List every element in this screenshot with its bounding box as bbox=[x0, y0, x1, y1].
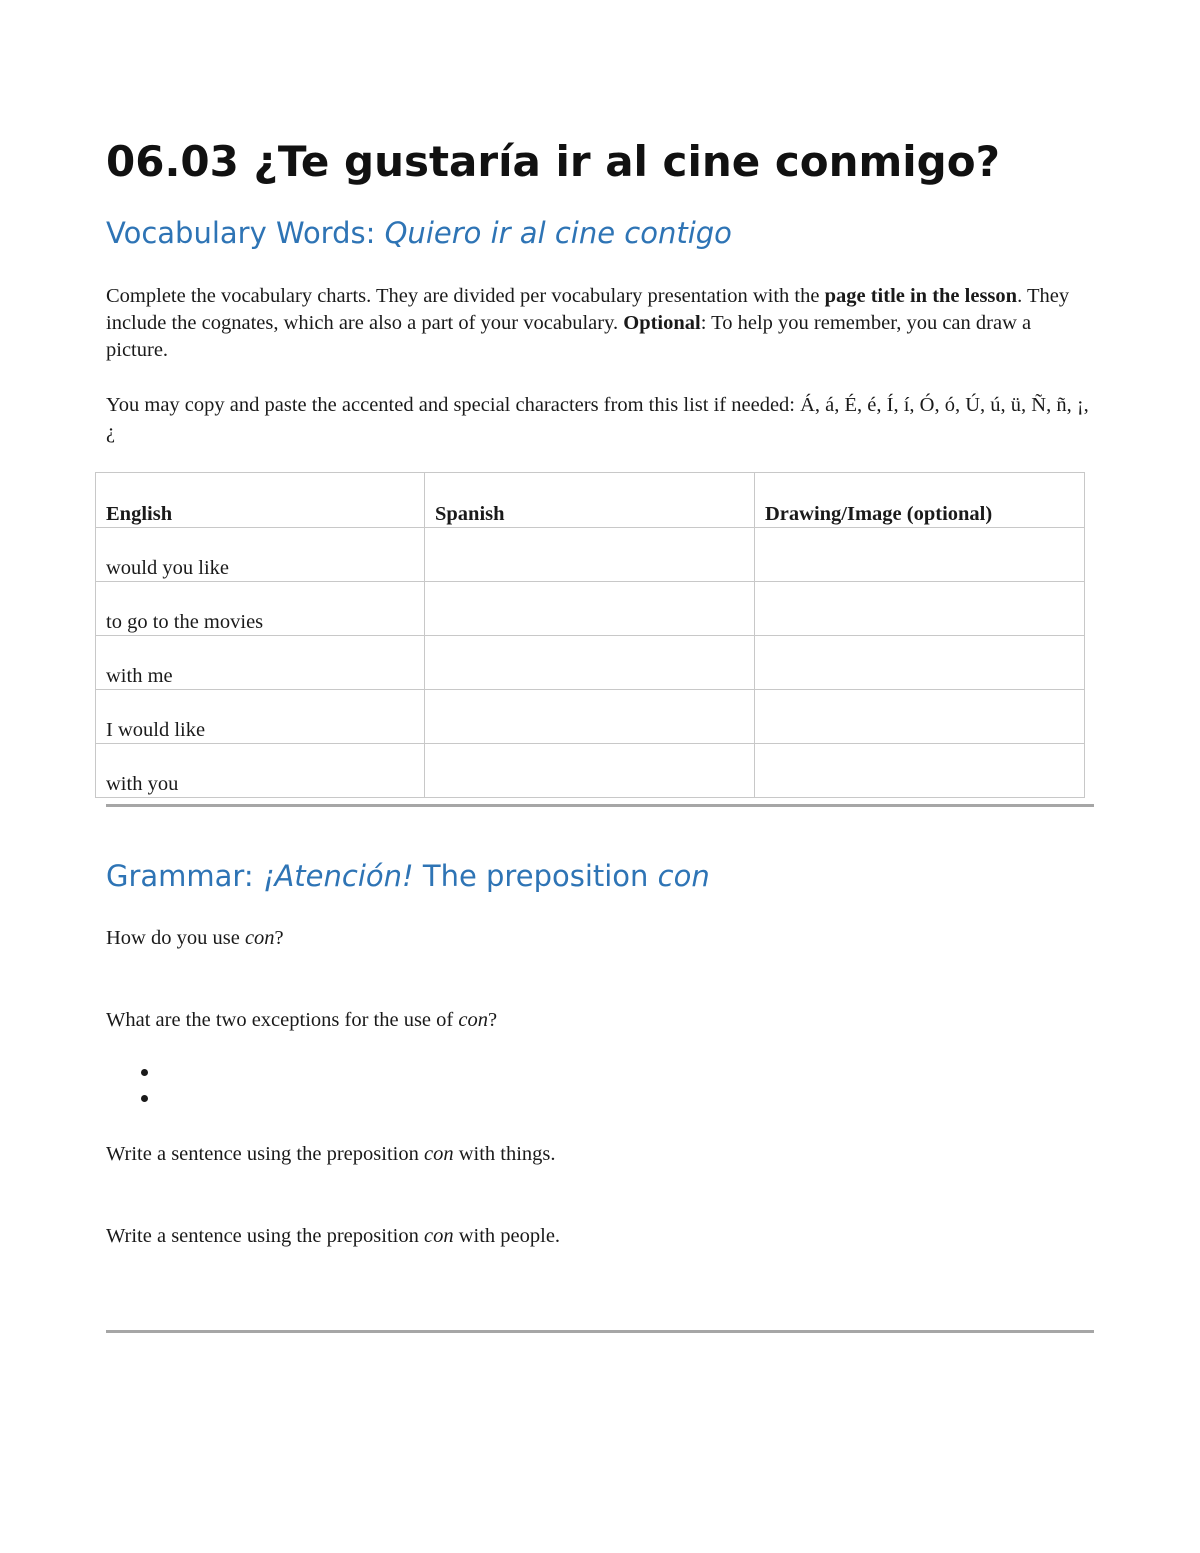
drawing-cell[interactable] bbox=[755, 744, 1085, 798]
drawing-cell[interactable] bbox=[755, 582, 1085, 636]
english-cell: to go to the movies bbox=[96, 582, 425, 636]
question-italic-con: con bbox=[423, 1225, 454, 1247]
instructions-bold-1: page title in the lesson bbox=[824, 285, 1018, 307]
grammar-heading-attention: ¡Atención! bbox=[262, 859, 414, 893]
header-drawing: Drawing/Image (optional) bbox=[755, 473, 1085, 528]
table-header-row bbox=[96, 473, 1085, 528]
spanish-cell[interactable] bbox=[425, 636, 755, 690]
page-title: 06.03 ¿Te gustaría ir al cine conmigo? bbox=[106, 137, 1000, 186]
table-row bbox=[96, 582, 1085, 636]
spanish-cell[interactable] bbox=[425, 528, 755, 582]
question-text-end: ? bbox=[487, 1009, 498, 1031]
table-row bbox=[96, 636, 1085, 690]
spanish-cell[interactable] bbox=[425, 690, 755, 744]
bullet-item[interactable] bbox=[106, 1086, 306, 1112]
english-cell: I would like bbox=[96, 690, 425, 744]
vocabulary-table bbox=[95, 472, 1085, 798]
vocabulary-heading bbox=[106, 214, 732, 252]
question-text: Write a sentence using the preposition bbox=[106, 1143, 424, 1165]
instructions-text-3: : To help you remember, you can draw a picture. bbox=[106, 312, 1032, 361]
question-italic-con: con bbox=[458, 1009, 488, 1031]
spanish-cell[interactable] bbox=[425, 744, 755, 798]
drawing-cell[interactable] bbox=[755, 528, 1085, 582]
section-divider bbox=[106, 1330, 1094, 1333]
question-exceptions bbox=[106, 1007, 497, 1034]
exceptions-bullet-list bbox=[106, 1060, 306, 1112]
instructions-bold-2: Optional bbox=[623, 312, 701, 334]
header-spanish: Spanish bbox=[425, 473, 755, 528]
table-row bbox=[96, 690, 1085, 744]
special-characters-note: You may copy and paste the accented and special characters from this list if needed: Á, á, É, é, Í, í, Ó, ó, Ú, ú, ü, Ñ, ñ, ¡, ¿ bbox=[106, 394, 1089, 443]
question-text: What are the two exceptions for the use of bbox=[106, 1009, 459, 1031]
grammar-heading-label: Grammar: bbox=[106, 859, 263, 893]
table-row bbox=[96, 528, 1085, 582]
grammar-heading-text: The preposition bbox=[413, 859, 658, 893]
question-italic-con: con bbox=[244, 927, 275, 949]
section-divider bbox=[106, 804, 1094, 807]
question-sentence-things bbox=[106, 1141, 556, 1168]
question-text-end: ? bbox=[274, 927, 284, 949]
spanish-cell[interactable] bbox=[425, 582, 755, 636]
grammar-heading bbox=[106, 857, 710, 895]
question-text-end: with things. bbox=[453, 1143, 556, 1165]
header-english: English bbox=[96, 473, 425, 528]
question-sentence-people bbox=[106, 1223, 560, 1250]
english-cell: with me bbox=[96, 636, 425, 690]
question-text-end: with people. bbox=[453, 1225, 561, 1247]
question-how-use-con bbox=[106, 925, 284, 952]
question-text: Write a sentence using the preposition bbox=[106, 1225, 424, 1247]
bullet-item[interactable] bbox=[106, 1060, 306, 1086]
drawing-cell[interactable] bbox=[755, 690, 1085, 744]
vocabulary-heading-label: Vocabulary Words: bbox=[106, 216, 385, 250]
instructions-text-2: . They include the cognates, which are also a part of your vocabulary. bbox=[106, 285, 1070, 334]
english-cell: with you bbox=[96, 744, 425, 798]
grammar-heading-con: con bbox=[657, 859, 710, 893]
question-text: How do you use bbox=[106, 927, 245, 949]
vocabulary-heading-topic: Quiero ir al cine contigo bbox=[384, 216, 732, 250]
english-cell: would you like bbox=[96, 528, 425, 582]
question-italic-con: con bbox=[423, 1143, 454, 1165]
instructions-paragraph bbox=[106, 283, 1096, 364]
instructions-text-1: Complete the vocabulary charts. They are divided per vocabulary presentation with the bbox=[106, 285, 825, 307]
drawing-cell[interactable] bbox=[755, 636, 1085, 690]
table-row bbox=[96, 744, 1085, 798]
